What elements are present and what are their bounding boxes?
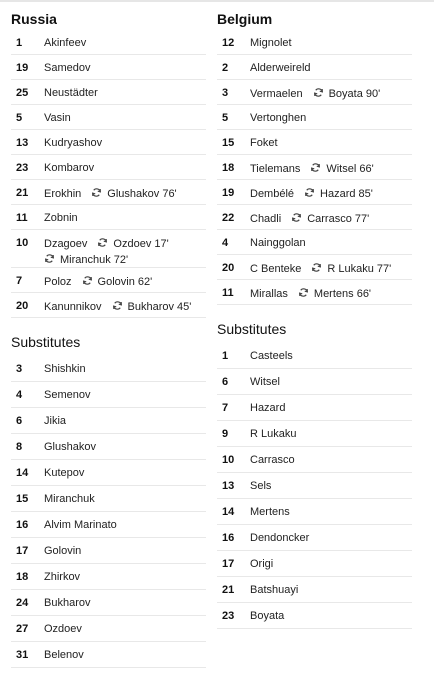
player-name: Kudryashov [44, 137, 103, 149]
shirt-number: 14 [222, 506, 235, 518]
substitute-row [217, 525, 412, 551]
substitution-icon [310, 162, 321, 173]
substitute-row [11, 408, 206, 434]
lineup-row [217, 30, 412, 55]
player-name: Origi [250, 558, 274, 570]
player-cell [250, 62, 412, 75]
player-name: Boyata [250, 610, 285, 622]
player-name: Samedov [44, 62, 91, 74]
player-cell [250, 87, 412, 101]
substitute-player: Carrasco 77' [307, 213, 370, 225]
substitution-icon [91, 187, 102, 198]
player-name: Kanunnikov [44, 301, 102, 313]
player-cell [44, 300, 206, 314]
substitute-row [217, 577, 412, 603]
substitutes-list [217, 343, 412, 629]
player-name: Shishkin [44, 363, 86, 375]
player-cell [44, 467, 206, 480]
player-cell [250, 506, 412, 519]
player-cell [250, 37, 412, 50]
player-name: Belenov [44, 649, 84, 661]
player-cell [44, 545, 206, 558]
lineup-row [11, 105, 206, 130]
player-cell [44, 162, 206, 175]
substitute-player: Golovin 62' [97, 276, 153, 288]
player-cell [44, 275, 206, 289]
player-cell [44, 137, 206, 150]
lineup-row [217, 105, 412, 130]
shirt-number: 3 [16, 363, 23, 375]
player-name: Jikia [44, 415, 67, 427]
substitute-row [11, 356, 206, 382]
shirt-number: 18 [222, 162, 235, 174]
shirt-number: 1 [222, 350, 229, 362]
player-cell [250, 262, 412, 276]
lineup-row [217, 180, 412, 205]
team-title: Belgium [217, 11, 273, 27]
player-cell [44, 649, 206, 662]
player-name: Dzagoev [44, 238, 88, 250]
substitute-player: Bukharov 45' [127, 301, 192, 313]
shirt-number: 6 [16, 415, 23, 427]
substitution-icon [291, 212, 302, 223]
substitution [310, 162, 373, 176]
player-cell [44, 389, 206, 402]
shirt-number: 21 [222, 584, 235, 596]
shirt-number: 23 [222, 610, 235, 622]
substitution-icon [304, 187, 315, 198]
lineup-row [217, 255, 412, 280]
player-cell [250, 454, 412, 467]
shirt-number: 8 [16, 441, 23, 453]
shirt-number: 24 [16, 597, 29, 609]
player-name: Kombarov [44, 162, 95, 174]
player-name: Ozdoev [44, 623, 82, 635]
player-name: Witsel [250, 376, 280, 388]
substitution-icon [311, 262, 322, 273]
substitute-row [217, 395, 412, 421]
substitute-player: Witsel 66' [326, 163, 374, 175]
shirt-number: 14 [16, 467, 29, 479]
substitution [112, 300, 192, 314]
player-cell [44, 571, 206, 584]
player-cell [250, 112, 412, 125]
substitute-row [217, 603, 412, 629]
player-cell [250, 137, 412, 150]
substitute-row [217, 421, 412, 447]
player-cell [250, 428, 412, 441]
substitution [91, 187, 176, 201]
player-cell [44, 597, 206, 610]
substitute-player: Hazard 85' [320, 188, 373, 200]
lineup-row [11, 230, 206, 268]
player-name: Batshuayi [250, 584, 299, 596]
substitution [291, 212, 369, 226]
player-name: Zobnin [44, 212, 78, 224]
substitute-row [11, 616, 206, 642]
player-name: Vertonghen [250, 112, 307, 124]
player-name: Glushakov [44, 441, 96, 453]
substitute-row [11, 382, 206, 408]
lineup-row [11, 180, 206, 205]
player-name: Alvim Marinato [44, 519, 117, 531]
substitute-row [217, 369, 412, 395]
shirt-number: 17 [222, 558, 235, 570]
shirt-number: 2 [222, 62, 229, 74]
lineup-row [11, 55, 206, 80]
substitute-player: Miranchuk 72' [60, 254, 129, 266]
substitute-player: Glushakov 76' [107, 188, 177, 200]
team-title: Russia [11, 11, 57, 27]
shirt-number: 19 [16, 62, 29, 74]
shirt-number: 7 [16, 275, 23, 287]
player-name: Mignolet [250, 37, 292, 49]
player-cell [44, 519, 206, 532]
substitution [298, 287, 371, 301]
shirt-number: 15 [16, 493, 29, 505]
player-name: Nainggolan [250, 237, 306, 249]
substitute-row [11, 538, 206, 564]
player-name: Zhirkov [44, 571, 81, 583]
shirt-number: 11 [16, 212, 28, 224]
lineup-list [217, 30, 412, 305]
player-name: Tielemans [250, 163, 301, 175]
player-cell [250, 287, 412, 301]
shirt-number: 16 [16, 519, 29, 531]
substitute-row [11, 486, 206, 512]
player-cell [44, 493, 206, 506]
player-cell [44, 62, 206, 75]
player-cell [250, 610, 412, 623]
player-name: Poloz [44, 276, 72, 288]
lineup-row [217, 155, 412, 180]
substitution [44, 253, 206, 267]
substitute-row [217, 447, 412, 473]
substitution-icon [97, 237, 108, 248]
shirt-number: 21 [16, 187, 29, 199]
substitute-player: R Lukaku 77' [327, 263, 392, 275]
player-cell [44, 112, 206, 125]
shirt-number: 11 [222, 287, 234, 299]
shirt-number: 16 [222, 532, 235, 544]
lineup-row [217, 205, 412, 230]
team-column-russia [11, 8, 206, 668]
substitute-row [217, 499, 412, 525]
player-cell [44, 87, 206, 100]
player-cell [44, 441, 206, 454]
lineup-row [11, 293, 206, 318]
player-name: Vermaelen [250, 88, 303, 100]
player-name: Carrasco [250, 454, 295, 466]
player-name: Hazard [250, 402, 286, 414]
team-column-belgium [217, 8, 412, 629]
shirt-number: 17 [16, 545, 29, 557]
shirt-number: 5 [222, 112, 229, 124]
substitute-row [217, 473, 412, 499]
player-name: Alderweireld [250, 62, 311, 74]
lineup-row [11, 155, 206, 180]
player-name: Mirallas [250, 288, 288, 300]
substitution [97, 237, 168, 251]
shirt-number: 27 [16, 623, 29, 635]
shirt-number: 22 [222, 212, 235, 224]
shirt-number: 7 [222, 402, 229, 414]
shirt-number: 20 [16, 300, 29, 312]
player-name: Erokhin [44, 188, 82, 200]
substitute-player: Mertens 66' [313, 288, 372, 300]
substitution-icon [313, 87, 324, 98]
shirt-number: 13 [16, 137, 29, 149]
shirt-number: 12 [222, 37, 235, 49]
substitute-row [217, 551, 412, 577]
player-cell [250, 402, 412, 415]
player-cell [250, 212, 412, 226]
player-name: Vasin [44, 112, 71, 124]
lineup-row [217, 80, 412, 105]
player-cell [250, 558, 412, 571]
player-cell [44, 187, 206, 201]
shirt-number: 31 [16, 649, 29, 661]
substitution-icon [298, 287, 309, 298]
player-cell [44, 415, 206, 428]
shirt-number: 4 [222, 237, 229, 249]
shirt-number: 9 [222, 428, 229, 440]
player-cell [250, 376, 412, 389]
substitute-row [11, 564, 206, 590]
shirt-number: 10 [222, 454, 235, 466]
lineup-list [11, 30, 206, 318]
player-cell [250, 350, 412, 363]
substitution [311, 262, 391, 276]
substitute-row [11, 642, 206, 668]
player-cell [250, 480, 412, 493]
substitute-row [217, 343, 412, 369]
shirt-number: 13 [222, 480, 235, 492]
player-name: Dendoncker [250, 532, 310, 544]
substitution-icon [82, 275, 93, 286]
player-cell [250, 584, 412, 597]
player-name: Kutepov [44, 467, 85, 479]
player-cell [250, 532, 412, 545]
lineup-row [217, 130, 412, 155]
player-name: Neustädter [44, 87, 98, 99]
substitutes-title: Substitutes [11, 334, 81, 350]
substitution [304, 187, 373, 201]
lineup-row [11, 205, 206, 230]
substitution [82, 275, 153, 289]
player-name: Mertens [250, 506, 290, 518]
lineup-row [11, 130, 206, 155]
lineup-row [217, 55, 412, 80]
substitution-icon [44, 253, 55, 264]
player-name: Bukharov [44, 597, 91, 609]
top-divider [0, 0, 434, 2]
player-name: Dembélé [250, 188, 295, 200]
substitution [313, 87, 381, 101]
player-cell [44, 623, 206, 636]
player-cell [44, 37, 206, 50]
substitute-player: Boyata 90' [328, 88, 381, 100]
player-cell [250, 237, 412, 250]
shirt-number: 20 [222, 262, 235, 274]
player-cell [250, 187, 412, 201]
shirt-number: 6 [222, 376, 229, 388]
lineup-row [11, 30, 206, 55]
player-cell [44, 363, 206, 376]
shirt-number: 25 [16, 87, 29, 99]
shirt-number: 5 [16, 112, 23, 124]
player-name: Akinfeev [44, 37, 87, 49]
lineup-row [11, 80, 206, 105]
substitute-row [11, 460, 206, 486]
substitutes-list [11, 356, 206, 668]
player-name: Sels [250, 480, 272, 492]
shirt-number: 15 [222, 137, 235, 149]
player-name: Semenov [44, 389, 91, 401]
player-name: Golovin [44, 545, 82, 557]
player-name: Chadli [250, 213, 282, 225]
player-name: C Benteke [250, 263, 302, 275]
player-cell [250, 162, 412, 176]
player-name: Miranchuk [44, 493, 95, 505]
shirt-number: 23 [16, 162, 29, 174]
player-cell [44, 237, 206, 267]
lineup-row [11, 268, 206, 293]
shirt-number: 3 [222, 87, 229, 99]
substitute-player: Ozdoev 17' [113, 238, 169, 250]
shirt-number: 19 [222, 187, 235, 199]
substitute-row [11, 434, 206, 460]
substitute-row [11, 590, 206, 616]
shirt-number: 1 [16, 37, 23, 49]
player-name: Casteels [250, 350, 293, 362]
shirt-number: 4 [16, 389, 23, 401]
lineup-row [217, 280, 412, 305]
shirt-number: 18 [16, 571, 29, 583]
player-name: Foket [250, 137, 278, 149]
substitute-row [11, 512, 206, 538]
shirt-number: 10 [16, 237, 29, 249]
lineup-row [217, 230, 412, 255]
player-name: R Lukaku [250, 428, 297, 440]
substitution-icon [112, 300, 123, 311]
substitutes-title: Substitutes [217, 321, 287, 337]
player-cell [44, 212, 206, 225]
